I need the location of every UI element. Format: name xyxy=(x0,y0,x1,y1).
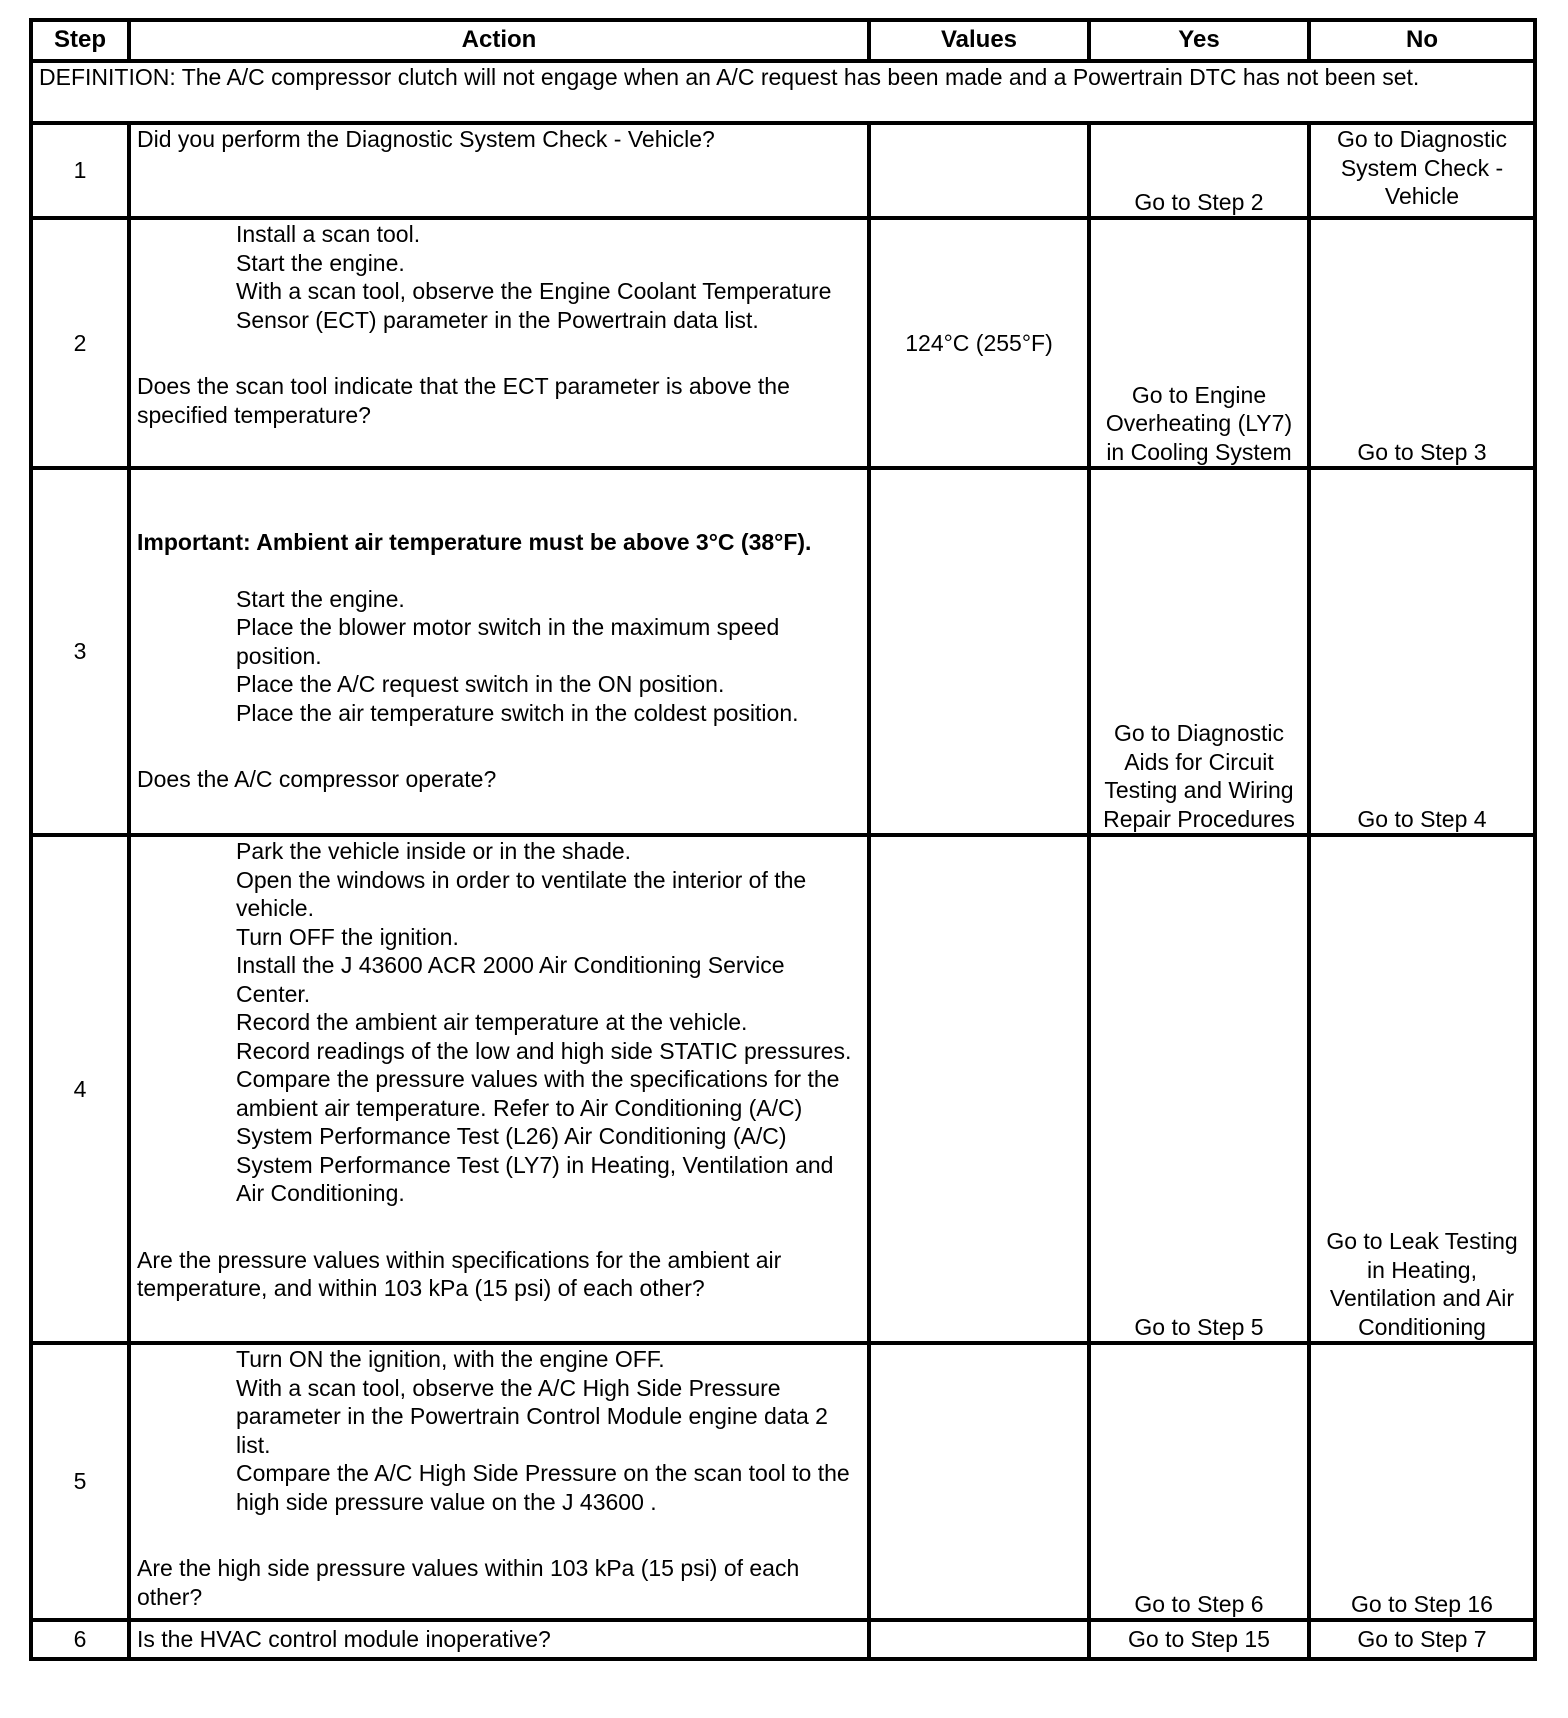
action-line: Install a scan tool. xyxy=(236,221,421,247)
action-line: Turn ON the ignition, with the engine OFF. xyxy=(236,1346,665,1372)
action-line: Place the A/C request switch in the ON position. xyxy=(236,671,725,697)
yes-cell: Go to Engine Overheating (LY7) in Cooling System xyxy=(1089,218,1309,468)
yes-cell: Go to Step 2 xyxy=(1089,123,1309,218)
question-text: Are the pressure values within specifications for the ambient air temperature, and within 103 kPa (15 psi) of each other? xyxy=(137,1246,782,1301)
action-line: With a scan tool, observe the Engine Coolant Temperature Sensor (ECT) parameter in the Powertrain data list. xyxy=(236,278,832,333)
value-cell: 124°C (255°F) xyxy=(869,218,1089,468)
action-cell xyxy=(129,468,869,835)
action-cell xyxy=(129,1343,869,1620)
action-cell xyxy=(129,1620,869,1659)
value-cell xyxy=(869,1620,1089,1659)
table-row xyxy=(31,468,1535,835)
yes-cell: Go to Step 5 xyxy=(1089,835,1309,1343)
no-cell: Go to Diagnostic System Check - Vehicle xyxy=(1309,123,1535,218)
action-line: Open the windows in order to ventilate the interior of the vehicle. xyxy=(236,866,807,921)
action-line: Place the blower motor switch in the maximum speed position. xyxy=(236,614,780,669)
question-text: Does the scan tool indicate that the ECT parameter is above the specified temperature? xyxy=(137,373,790,428)
step-number: 4 xyxy=(31,835,129,1343)
action-cell xyxy=(129,835,869,1343)
action-line: Park the vehicle inside or in the shade. xyxy=(236,838,632,864)
action-cell xyxy=(129,218,869,468)
header-step: Step xyxy=(31,20,129,61)
action-line: Install the J 43600 ACR 2000 Air Conditioning Service Center. xyxy=(236,952,785,1007)
no-cell: Go to Leak Testing in Heating, Ventilation and Air Conditioning xyxy=(1309,835,1535,1343)
table-row xyxy=(31,218,1535,468)
step-number: 5 xyxy=(31,1343,129,1620)
header-row xyxy=(31,20,1535,61)
action-line: Record the ambient air temperature at the vehicle. xyxy=(236,1009,748,1035)
table-row xyxy=(31,1620,1535,1659)
no-cell: Go to Step 7 xyxy=(1309,1620,1535,1659)
action-line: Start the engine. xyxy=(236,249,405,276)
table-row xyxy=(31,123,1535,218)
header-action: Action xyxy=(129,20,869,61)
yes-cell: Go to Diagnostic Aids for Circuit Testing and Wiring Repair Procedures xyxy=(1089,468,1309,835)
question-text: Are the high side pressure values within 103 kPa (15 psi) of each other? xyxy=(137,1555,800,1610)
yes-cell: Go to Step 15 xyxy=(1089,1620,1309,1659)
definition-text: DEFINITION: The A/C compressor clutch will not engage when an A/C request has been made and a Powertrain DTC has not been set. xyxy=(31,61,1535,123)
question-text: Is the HVAC control module inoperative? xyxy=(137,1626,551,1653)
no-cell: Go to Step 16 xyxy=(1309,1343,1535,1620)
value-cell xyxy=(869,468,1089,835)
action-line: Compare the A/C High Side Pressure on the scan tool to the high side pressure value on the J 43600 . xyxy=(236,1460,850,1515)
step-number: 3 xyxy=(31,468,129,835)
header-no: No xyxy=(1309,20,1535,61)
action-cell xyxy=(129,123,869,218)
question-text: Did you perform the Diagnostic System Check - Vehicle? xyxy=(137,126,715,152)
yes-cell: Go to Step 6 xyxy=(1089,1343,1309,1620)
action-line: Compare the pressure values with the specifications for the ambient air temperature. Refer to Air Conditioning (A/C) System Performance Test (L26) Air Conditioning (A/C) System Performance Test (LY7) in Heating, Ventilation and Air Conditioning. xyxy=(236,1066,840,1206)
action-line: Start the engine. xyxy=(236,585,405,612)
value-cell xyxy=(869,1343,1089,1620)
value-cell xyxy=(869,835,1089,1343)
step-number: 1 xyxy=(31,123,129,218)
action-line: Record readings of the low and high side STATIC pressures. xyxy=(236,1037,852,1064)
header-yes: Yes xyxy=(1089,20,1309,61)
step-number: 2 xyxy=(31,218,129,468)
table-row xyxy=(31,1343,1535,1620)
diagnostic-table xyxy=(29,18,1537,1661)
no-cell: Go to Step 4 xyxy=(1309,468,1535,835)
action-line: Turn OFF the ignition. xyxy=(236,923,459,950)
question-text: Does the A/C compressor operate? xyxy=(137,766,497,792)
header-values: Values xyxy=(869,20,1089,61)
value-cell xyxy=(869,123,1089,218)
action-line: With a scan tool, observe the A/C High Side Pressure parameter in the Powertrain Control Module engine data 2 list. xyxy=(236,1374,828,1458)
table-row xyxy=(31,835,1535,1343)
step-number: 6 xyxy=(31,1620,129,1659)
important-note: Important: Ambient air temperature must be above 3°C (38°F). xyxy=(137,529,812,555)
action-line: Place the air temperature switch in the coldest position. xyxy=(236,699,799,726)
no-cell: Go to Step 3 xyxy=(1309,218,1535,468)
definition-row xyxy=(31,61,1535,123)
